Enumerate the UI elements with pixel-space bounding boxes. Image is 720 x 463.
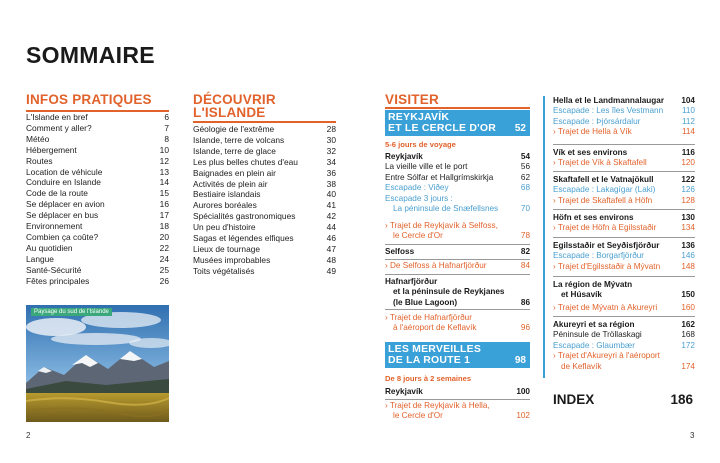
toc-item[interactable]: Islande, terre de volcans 30 (193, 134, 336, 145)
page-number-left: 2 (26, 431, 31, 440)
infos-list (26, 112, 169, 287)
toc-item[interactable]: Musées improbables 48 (193, 254, 336, 265)
section-hella (553, 96, 695, 138)
toc-item[interactable]: Se déplacer en avion 16 (26, 199, 169, 210)
right-column-bar (543, 96, 545, 378)
toc-item[interactable]: Fêtes principales 26 (26, 275, 169, 286)
toc-item[interactable]: Escapade : Þjórsárdalur 112 (553, 116, 695, 126)
toc-item[interactable]: Péninsule de Tröllaskagi 168 (553, 330, 695, 340)
toc-item: Escapade 3 jours : (385, 193, 453, 203)
toc-item[interactable]: Hella et le Landmannalaugar 104 (553, 96, 695, 105)
toc-item[interactable]: La vieille ville et le port 56 (385, 162, 530, 172)
section-box-route1[interactable]: LES MERVEILLES DE LA ROUTE 1 98 (385, 342, 530, 368)
toc-item[interactable]: Aurores boréales 41 (193, 200, 336, 211)
toc-item[interactable]: Entre Sólfar et Hallgrímskirkja 62 (385, 172, 530, 182)
toc-item[interactable]: Reykjavík 54 (385, 152, 530, 161)
toc-item[interactable]: Code de la route 15 (26, 188, 169, 199)
trajet-akureyri[interactable]: › Trajet de Mývatn à Akureyri 160 (553, 303, 695, 312)
toc-item[interactable]: Se déplacer en bus 17 (26, 210, 169, 221)
page-number-right: 3 (690, 431, 695, 440)
visiter-heading: VISITER (385, 92, 439, 107)
toc-item[interactable]: › Trajet de Hella à Vík 114 (553, 127, 695, 137)
trajet-hella[interactable]: › Trajet de Reykjavík à Hella, le Cercle d'Or 102 (385, 401, 530, 421)
divider (553, 316, 695, 317)
reykjavik2-entries (385, 387, 530, 397)
visiter-rule (385, 107, 530, 109)
hafnar-entry[interactable]: Hafnarfjörður et la péninsule de Reykjanes (le Blue Lagoon) 86 (385, 277, 530, 307)
duration-route1: De 8 jours à 2 semaines (385, 374, 472, 383)
divider (553, 171, 695, 172)
toc-item[interactable]: Hébergement 10 (26, 144, 169, 155)
toc-item[interactable]: Egilsstaðir et Seyðisfjörður 136 (553, 241, 695, 250)
divider (385, 309, 530, 310)
trajet-selfoss[interactable]: › Trajet de Reykjavík à Selfoss, le Cercle d'Or 78 (385, 221, 530, 241)
toc-item[interactable]: de Keflavík 174 (561, 361, 695, 371)
section-box-reykjavik[interactable]: REYKJAVÍK ET LE CERCLE D'OR 52 (385, 110, 530, 136)
toc-item[interactable]: Spécialités gastronomiques 42 (193, 211, 336, 222)
section-egilsstadir (553, 241, 695, 272)
toc-item[interactable]: Location de véhicule 13 (26, 166, 169, 177)
toc-item[interactable]: Bestiaire islandais 40 (193, 189, 336, 200)
photo-caption: Paysage du sud de l'Islande (31, 308, 112, 316)
index-entry[interactable]: INDEX 186 (553, 392, 693, 407)
toc-item[interactable]: Höfn et ses environs 130 (553, 213, 695, 222)
toc-item[interactable]: Reykjavík 100 (385, 387, 530, 396)
toc-item[interactable]: Escapade : Borgarfjörður 146 (553, 251, 695, 261)
trajet-keflavik[interactable]: › Trajet de Hafnarfjörður à l'aéroport de Keflavík 96 (385, 313, 530, 333)
landscape-photo (26, 305, 169, 422)
toc-item[interactable]: › Trajet d'Akureyri à l'aéroport (553, 351, 660, 361)
divider (385, 274, 530, 275)
toc-item[interactable]: Au quotidien 22 (26, 242, 169, 253)
page-title: SOMMAIRE (26, 42, 155, 68)
toc-item[interactable]: › Trajet de Skaftafell à Höfn 128 (553, 195, 695, 205)
toc-item[interactable]: Comment y aller? 7 (26, 122, 169, 133)
toc-item[interactable]: Combien ça coûte? 20 (26, 231, 169, 242)
toc-item[interactable]: › Trajet d'Egilsstaðir à Mývatn 148 (553, 261, 695, 271)
decouvrir-rule (193, 121, 336, 123)
toc-item[interactable]: Météo 8 (26, 133, 169, 144)
section-vik (553, 148, 695, 169)
toc-item[interactable]: Escapade : Viðey 68 (385, 183, 530, 193)
toc-item[interactable]: Routes 12 (26, 155, 169, 166)
divider (553, 276, 695, 277)
toc-item[interactable]: Santé-Sécurité 25 (26, 264, 169, 275)
toc-item[interactable]: › Trajet de Höfn à Egilsstaðir 134 (553, 223, 695, 233)
toc-item[interactable]: Selfoss 82 (385, 247, 530, 256)
toc-item[interactable]: Islande, terre de glace 32 (193, 145, 336, 156)
divider (385, 399, 530, 400)
toc-item[interactable]: Escapade : Lakagígar (Laki) 126 (553, 185, 695, 195)
decouvrir-heading: DÉCOUVRIR L'ISLANDE (193, 92, 276, 120)
section-myvatn[interactable]: La région de Mývatn et Húsavík 150 (553, 280, 695, 300)
toc-item[interactable]: Lieux de tournage 47 (193, 243, 336, 254)
divider (385, 259, 530, 260)
toc-item[interactable]: Escapade : Les îles Vestmann 110 (553, 106, 695, 116)
toc-item[interactable]: Les plus belles chutes d'eau 34 (193, 156, 336, 167)
toc-item[interactable]: Akureyri et sa région 162 (553, 320, 695, 329)
divider (385, 244, 530, 245)
toc-item[interactable]: Sagas et légendes elfiques 46 (193, 233, 336, 244)
duration-reykjavik: 5-6 jours de voyage (385, 140, 456, 149)
toc-item[interactable]: Conduire en Islande 14 (26, 177, 169, 188)
toc-item[interactable]: La péninsule de Snæfellsnes 70 (393, 204, 530, 214)
toc-item[interactable]: L'Islande en bref 6 (26, 112, 169, 122)
toc-item[interactable]: Toits végétalisés 49 (193, 265, 336, 276)
toc-item[interactable]: › Trajet de Vík à Skaftafell 120 (553, 158, 695, 168)
toc-item[interactable]: Environnement 18 (26, 221, 169, 232)
section-skaftafell (553, 175, 695, 206)
infos-heading: INFOS PRATIQUES (26, 92, 152, 107)
trajet-hafnar[interactable]: › De Selfoss à Hafnarfjörður 84 (385, 261, 530, 270)
divider (553, 144, 695, 145)
toc-item[interactable]: Langue 24 (26, 253, 169, 264)
section-akureyri (553, 320, 695, 372)
toc-item[interactable]: Activités de plein air 38 (193, 178, 336, 189)
toc-item[interactable]: Vík et ses environs 116 (553, 148, 695, 157)
toc-item[interactable]: Baignades en plein air 36 (193, 167, 336, 178)
toc-item[interactable]: Escapade : Glaumbær 172 (553, 340, 695, 350)
selfoss-entries (385, 247, 530, 257)
decouvrir-list (193, 124, 336, 277)
divider (553, 209, 695, 210)
toc-item[interactable]: Un peu d'histoire 44 (193, 222, 336, 233)
section-hofn (553, 213, 695, 234)
reykjavik-entries (385, 152, 530, 214)
divider (553, 237, 695, 238)
toc-item[interactable]: Géologie de l'extrême 28 (193, 124, 336, 134)
toc-item[interactable]: Skaftafell et le Vatnajökull 122 (553, 175, 695, 184)
